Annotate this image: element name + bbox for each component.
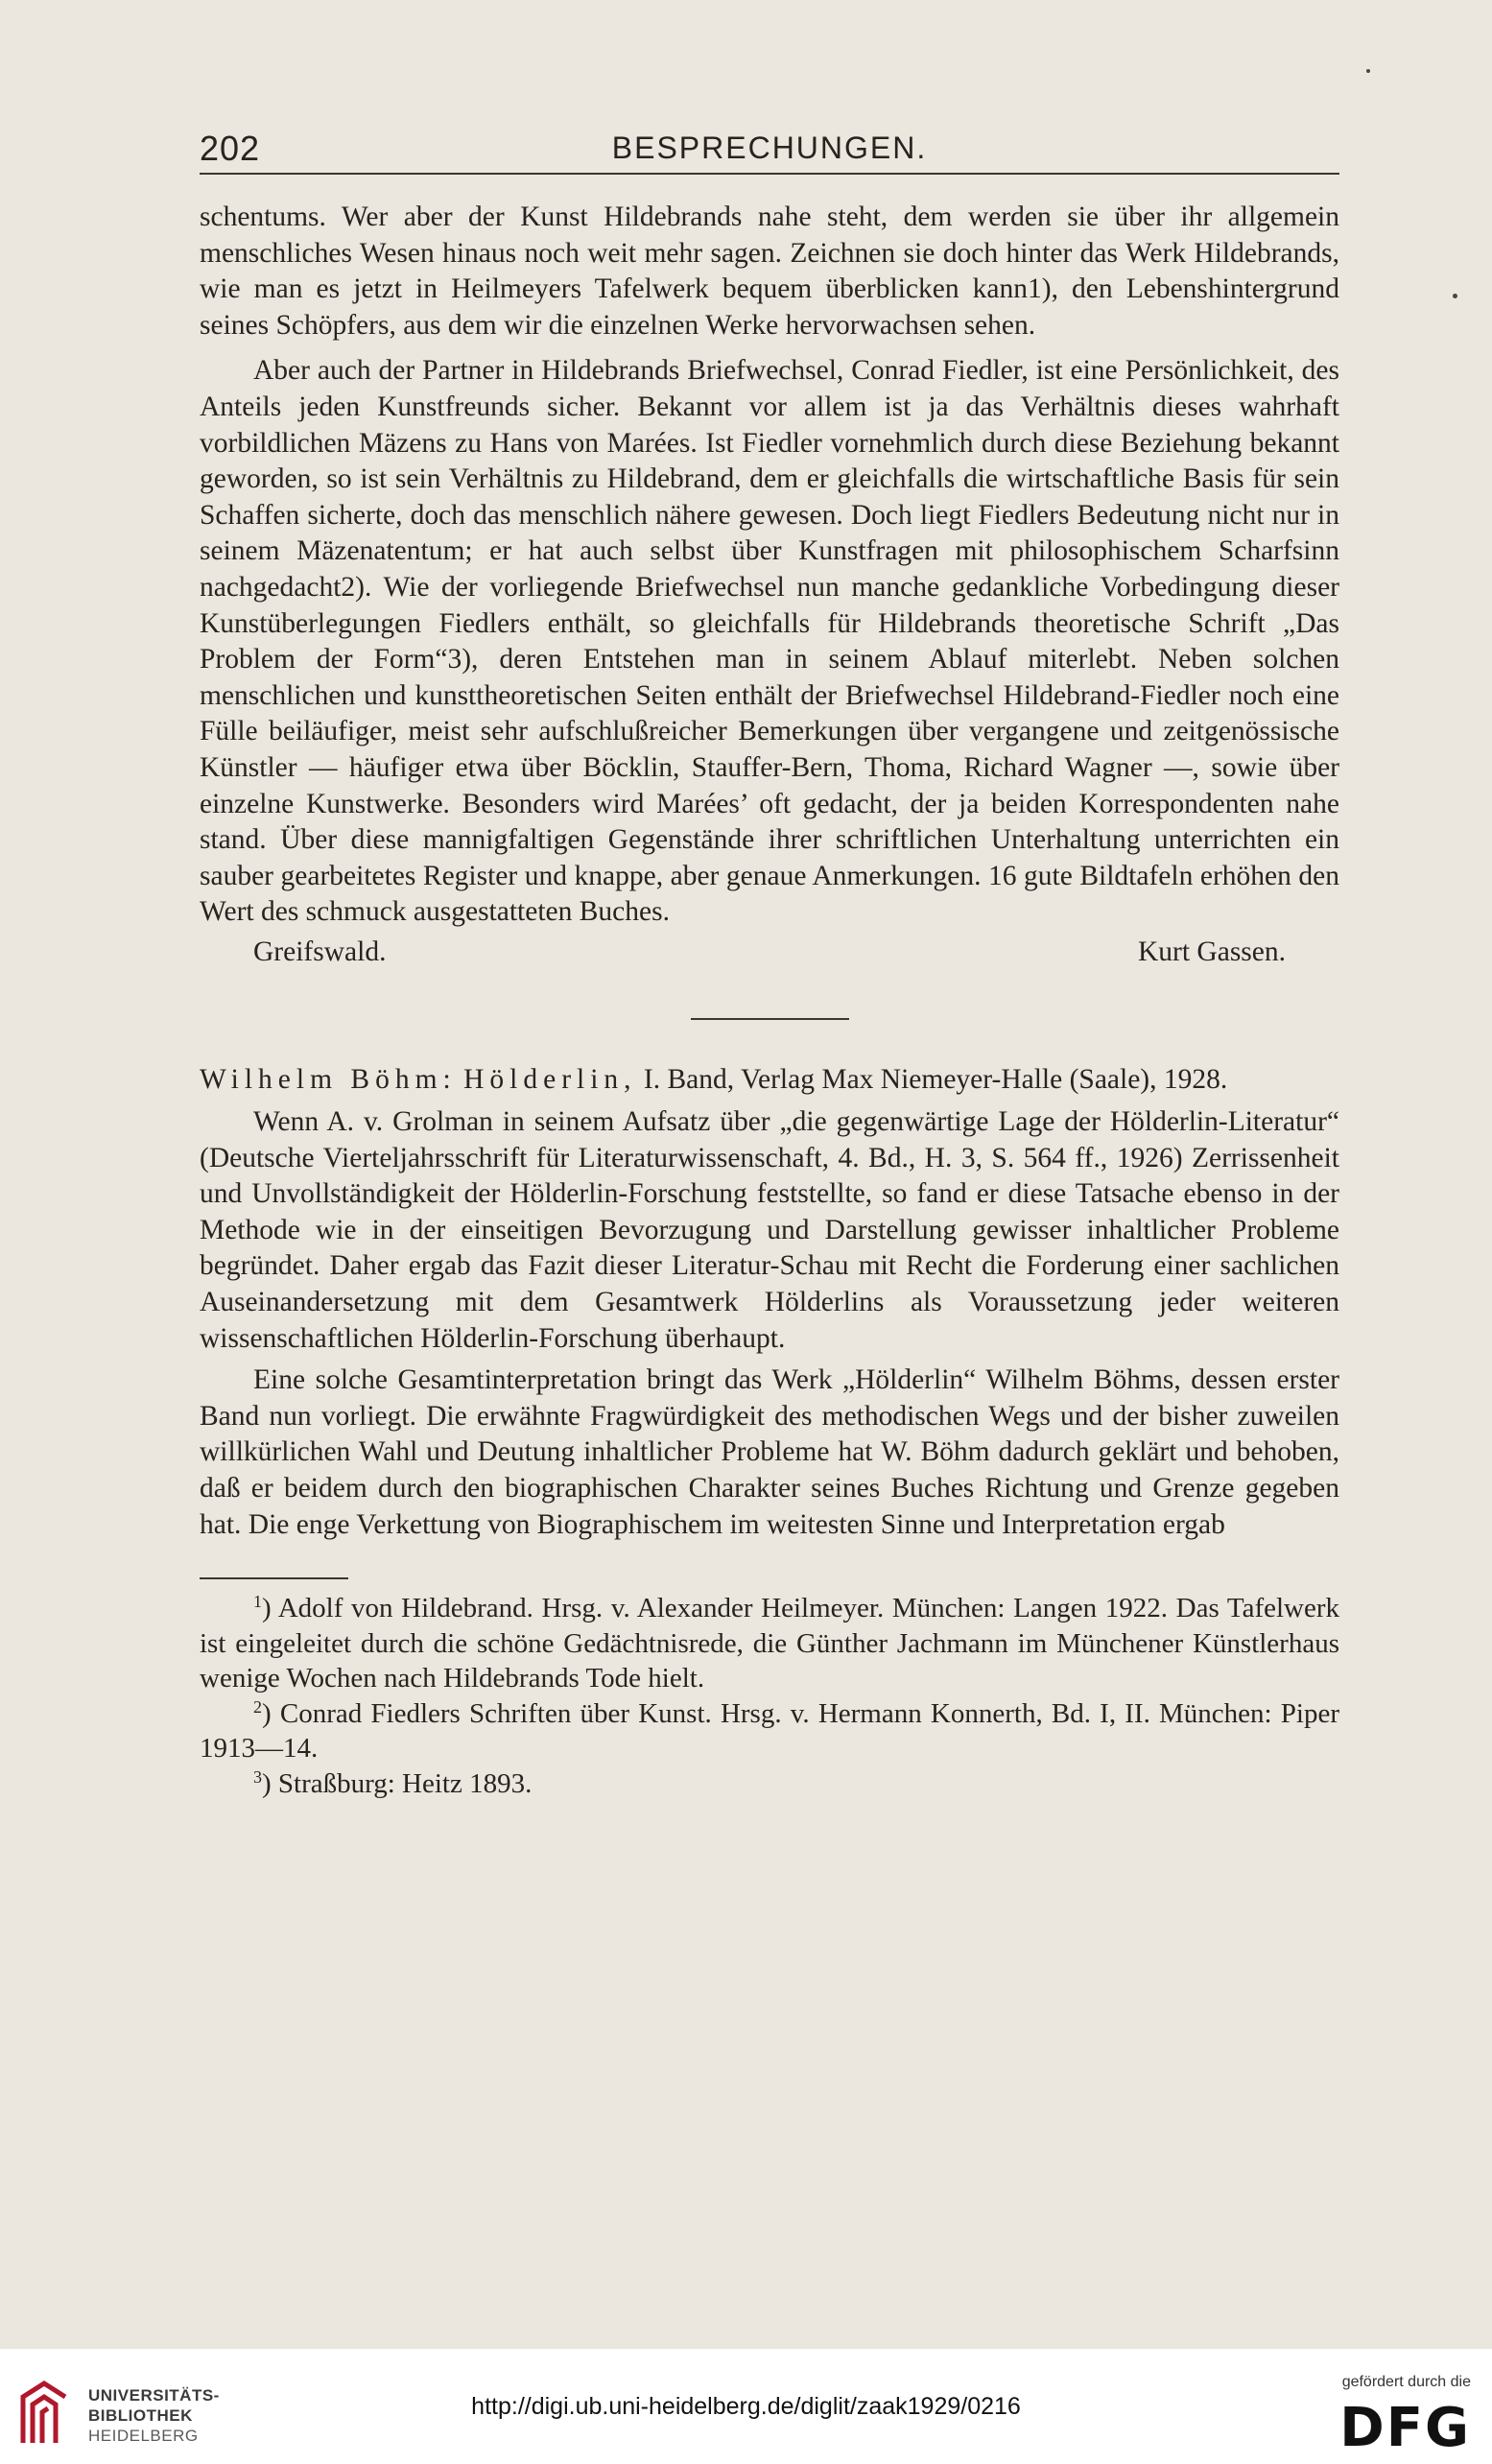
review2-details: I. Band, Verlag Max Niemeyer-Halle (Saale), 1928.	[643, 1064, 1228, 1096]
review2-author: Wilhelm Böhm:	[200, 1064, 457, 1096]
review1-paragraph-2: Aber auch der Partner in Hildebrands Briefwechsel, Conrad Fiedler, ist eine Persönlichkeit, des Anteils jeden Kunstfreunds sicher. Bekannt vor allem ist ja das Verhältnis dieses wahrhaft vorbildlichen Mäzens zu Hans von Marées. Ist Fiedler vornehmlich durch diese Beziehung bekannt geworden, so ist sein Verhältnis zu Hildebrand, dem er gleichfalls die wirtschaftliche Basis für sein Schaffen sicherte, doch das menschlich nähere gewesen. Doch liegt Fiedlers Bedeutung nicht nur in seinem Mäzenatentum; er hat auch selbst über Kunstfragen mit philosophischem Scharfsinn nachgedacht2). Wie der vorliegende Briefwechsel nun manche gedankliche Vorbedingung dieser Kunstüberlegungen Fiedlers enthält, so gleichfalls für Hildebrands theoretische Schrift „Das Problem der Form“3), deren Entstehen man in seinem Ablauf miterlebt. Neben solchen menschlichen und kunsttheoretischen Seiten enthält der Briefwechsel Hildebrand-Fiedler noch eine Fülle beiläufiger, meist sehr aufschlußreicher Bemerkungen über vergangene und zeitgenössische Künstler — häufiger etwa über Böcklin, Stauffer-Bern, Thoma, Richard Wagner —, sowie über einzelne Kunstwerke. Besonders wird Marées’ oft gedacht, der ja beiden Korrespondenten nahe stand. Über diese mannigfaltigen Gegenstände ihrer schriftlichen Unterhaltung unterrichten ein sauber gearbeitetes Register und knappe, aber genaue Anmerkungen. 16 gute Bildtafeln erhöhen den Wert des schmuck ausgestatteten Buches.	[200, 355, 1339, 928]
page-number: 202	[200, 129, 261, 168]
review1-paragraph-1: schentums. Wer aber der Kunst Hildebrands nahe steht, dem werden sie über ihr allgemein menschliches Wesen hinaus noch weit mehr sagen. Zeichnen sie doch hinter das Werk Hildebrands, wie man es jetzt in Heilmeyers Tafelwerk bequem überblicken kann1), den Lebenshintergrund seines Schöpfers, aus dem wir die einzelnen Werke hervorwachsen sehen.	[200, 201, 1339, 341]
funding-note: gefördert durch die	[1341, 2374, 1471, 2390]
footnote-3-text: ) Straßburg: Heitz 1893.	[262, 1767, 533, 1799]
permalink-url[interactable]: http://digi.ub.uni-heidelberg.de/diglit/zaak1929/0216	[471, 2393, 1021, 2420]
footnote-1-mark: 1	[253, 1592, 262, 1612]
footnote-3	[200, 1766, 1339, 1802]
review1-signature	[200, 935, 1339, 971]
review1-author: Kurt Gassen.	[1137, 936, 1286, 967]
review2-paragraph-2: Eine solche Gesamtinterpretation bringt das Werk „Hölderlin“ Wilhelm Böhms, dessen erster Band nun vorliegt. Die erwähnte Fragwürdigkeit des methodischen Wegs und der bisher zuweilen willkürlichen Wahl und Deutung inhaltlicher Probleme hat W. Böhm dadurch geklärt und behoben, daß er beidem durch den biographischen Charakter seines Buches Richtung und Grenze gegeben hat. Die enge Verkettung von Biographischem im weitesten Sinne und Interpretation ergab	[200, 1364, 1339, 1540]
review1-place: Greifswald.	[253, 936, 387, 967]
footnote-3-mark: 3	[253, 1766, 262, 1787]
review2-bibliographic-heading	[200, 1062, 1339, 1099]
running-header	[200, 125, 1339, 175]
page-body	[200, 200, 1339, 1801]
footnote-1-text: ) Adolf von Hildebrand. Hrsg. v. Alexander Heilmeyer. München: Langen 1922. Das Tafelwerk ist eingeleitet durch die schöne Gedächtnisrede, die Günther Jachmann im Münchener Künstlerhaus wenige Wochen nach Hildebrands Tode hielt.	[200, 1593, 1339, 1694]
footnotes	[200, 1591, 1339, 1801]
viewer-footer	[0, 2349, 1492, 2464]
section-divider	[691, 1018, 849, 1020]
footnote-1	[200, 1591, 1339, 1696]
scan-speck	[1366, 69, 1370, 73]
scan-speck	[1453, 294, 1457, 298]
footnote-2	[200, 1696, 1339, 1766]
review2-paragraph-1: Wenn A. v. Grolman in seinem Aufsatz über „die gegenwärtige Lage der Hölderlin-Literatur“ (Deutsche Vierteljahrsschrift für Literaturwissenschaft, 4. Bd., H. 3, S. 564 ff., 1926) Zerrissenheit und Unvollständigkeit der Hölderlin-Forschung feststellte, so fand er diese Tatsache ebenso in der Methode wie in der einseitigen Bevorzugung und Darstellung gewisser inhaltlicher Probleme begründet. Daher ergab das Fazit dieser Literatur-Schau mit Recht die Forderung einer sachlichen Auseinandersetzung mit dem Gesamtwerk Hölderlins als Voraussetzung jeder weiteren wissenschaftlichen Hölderlin-Forschung überhaupt.	[200, 1106, 1339, 1354]
dfg-logo: DFG	[1339, 2397, 1471, 2459]
library-name-line-3: HEIDELBERG	[88, 2427, 199, 2445]
section-title: BESPRECHUNGEN.	[611, 130, 928, 165]
footnote-rule	[200, 1577, 348, 1579]
library-name-line-1: UNIVERSITÄTS-	[88, 2386, 220, 2405]
review2-title: Hölderlin,	[463, 1064, 637, 1096]
library-name-line-2: BIBLIOTHEK	[88, 2406, 193, 2425]
footnote-2-text: ) Conrad Fiedlers Schriften über Kunst. Hrsg. v. Hermann Konnerth, Bd. I, II. München: Piper 1913—14.	[200, 1697, 1339, 1765]
footnote-2-mark: 2	[253, 1696, 262, 1717]
